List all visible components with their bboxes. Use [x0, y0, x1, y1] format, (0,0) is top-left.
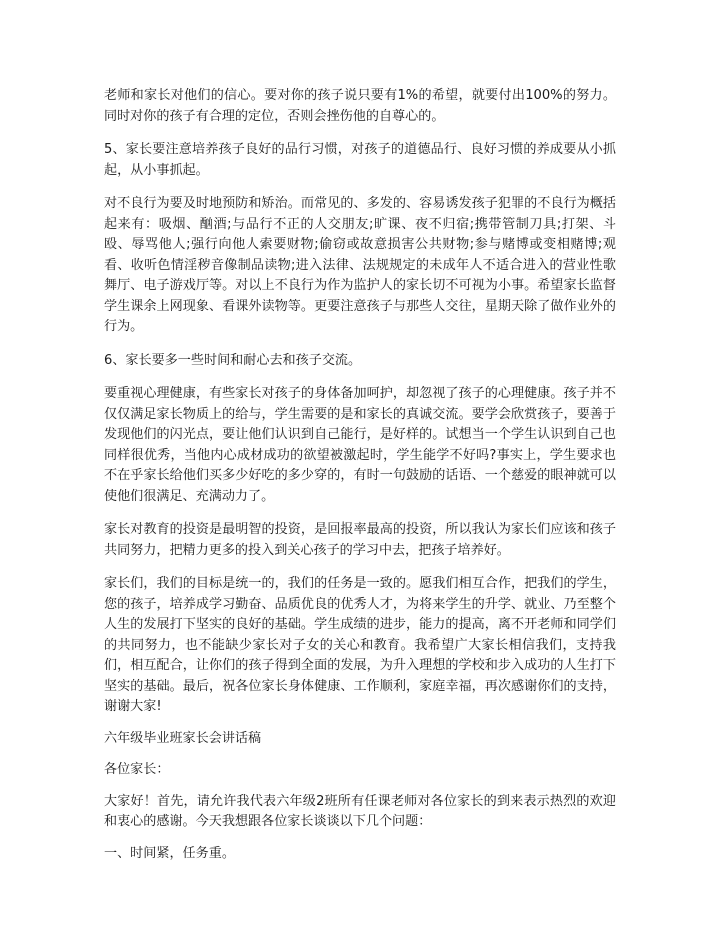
paragraph-education-investment: 家长对教育的投资是最明智的投资，是回报率最高的投资，所以我认为家长们应该和孩子共同努力，把精力更多的投入到关心孩子的学习中去，把孩子培养好。: [104, 522, 616, 558]
paragraph-greeting: 大家好！首先，请允许我代表六年级2班所有任课老师对各位家长的到来表示热烈的欢迎和衷心的感谢。今天我想跟各位家长谈谈以下几个问题：: [104, 793, 616, 829]
salutation: 各位家长：: [104, 762, 170, 777]
paragraph-bad-behavior: 对不良行为要及时地预防和矫治。而常见的、多发的、容易诱发孩子犯罪的不良行为概括起来有：吸烟、酗酒;与品行不正的人交朋友;旷课、夜不归宿;携带管制刀具;打架、斗殴、辱骂他人;强行向他人索要财物;偷窃或故意损害公共财物;参与赌博或变相赌博;观看、收听色情淫秽音像制品读物;进入法律、法规规定的未成年人不适合进入的营业性歌舞厅、电子游戏厅等。对以上不良行为作为监护人的家长切不可视为小事。希望家长监督学生课余上网现象、看课外读物等。更要注意孩子与那些人交往，星期天除了做作业外的行为。: [104, 196, 616, 334]
document-page: [104, 86, 616, 864]
paragraph-confidence: 老师和家长对他们的信心。要对你的孩子说只要有1%的希望，就要付出100%的努力。同时对你的孩子有合理的定位，否则会挫伤他的自尊心的。: [104, 88, 616, 124]
paragraph-closing: 家长们，我们的目标是统一的，我们的任务是一致的。愿我们相互合作，把我们的学生，您的孩子，培养成学习勤奋、品质优良的优秀人才，为将来学生的升学、就业、乃至整个人生的发展打下坚实的良好的基础。学生成绩的进步，能力的提高，离不开老师和同学们的共同努力，也不能缺少家长对子女的关心和教育。我希望广大家长相信我们，支持我们，相互配合，让你们的孩子得到全面的发展，为升入理想的学校和步入成功的人生打下坚实的基础。最后，祝各位家长身体健康、工作顺利，家庭幸福，再次感谢你们的支持，谢谢大家!: [104, 576, 616, 714]
paragraph-mental-health: 要重视心理健康，有些家长对孩子的身体备加呵护，却忽视了孩子的心理健康。孩子并不仅仅满足家长物质上的给与，学生需要的是和家长的真诚交流。要学会欣赏孩子，要善于发现他们的闪光点，要让他们认识到自己能行，是好样的。试想当一个学生认识到自己也同样很优秀，当他内心成材成功的欲望被激起时，学生能学不好吗?事实上，学生要求也不在乎家长给他们买多少好吃的多少穿的，有时一句鼓励的话语、一个慈爱的眼神就可以使他们很满足、充满动力了。: [104, 386, 616, 504]
section-heading-1: 一、时间紧，任务重。: [104, 845, 235, 861]
paragraph-point-5-habits: 5、家长要注意培养孩子良好的品行习惯，对孩子的道德品行、良好习惯的养成要从小抓起，从小事抓起。: [104, 142, 616, 178]
paragraph-point-6-communication: 6、家长要多一些时间和耐心去和孩子交流。: [104, 352, 362, 368]
speech-title: 六年级毕业班家长会讲话稿: [104, 730, 262, 746]
